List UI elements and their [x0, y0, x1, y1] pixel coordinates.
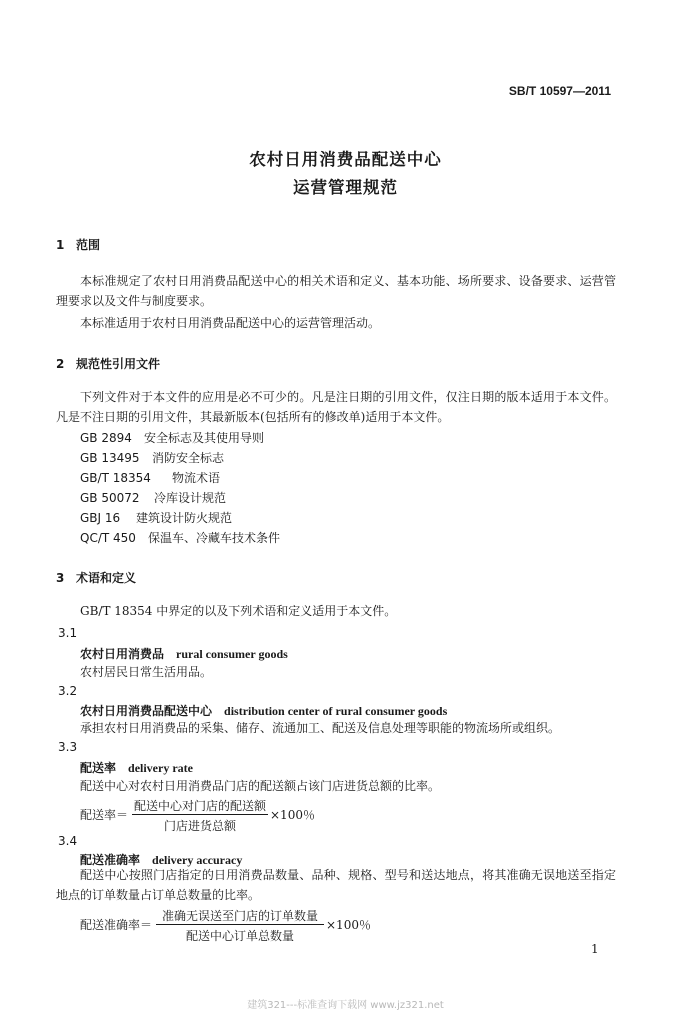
- standard-code: SB/T 10597—2011: [508, 84, 611, 98]
- section-1-title: 范围: [76, 238, 101, 252]
- term-3-4-en: delivery accuracy: [152, 853, 243, 867]
- fraction-bar: [156, 924, 324, 925]
- clause-3-2-number: 3.2: [58, 684, 78, 698]
- formula-lhs: 配送率＝: [80, 808, 129, 822]
- page-number: 1: [591, 942, 599, 956]
- term-3-3-definition: 配送中心对农村日用消费品门店的配送额占该门店进货总额的比率。: [80, 779, 441, 793]
- clause-3-3-number: 3.3: [58, 740, 78, 754]
- reference-code: GB 13495: [80, 451, 140, 465]
- section-1-paragraph-1: 本标准规定了农村日用消费品配送中心的相关术语和定义、基本功能、场所要求、设备要求、运营管理要求以及文件与制度要求。: [56, 274, 616, 308]
- section-2-paragraph-1: 下列文件对于本文件的应用是必不可少的。凡是注日期的引用文件，仅注日期的版本适用于本文件。凡是不注日期的引用文件，其最新版本(包括所有的修改单)适用于本文件。: [56, 390, 616, 424]
- reference-item: [80, 428, 264, 448]
- term-3-1-zh: 农村日用消费品: [80, 647, 165, 661]
- clause-3-4-number: 3.4: [58, 834, 78, 848]
- formula-numerator: 准确无误送至门店的订单数量: [161, 909, 318, 923]
- term-3-2-zh: 农村日用消费品配送中心: [80, 704, 213, 718]
- formula-delivery-accuracy: [80, 907, 380, 941]
- reference-code: GBJ 16: [80, 511, 121, 525]
- document-title-line2: 运营管理规范: [293, 178, 398, 197]
- section-3-number: 3: [56, 571, 65, 585]
- reference-item: [80, 488, 226, 508]
- term-3-4-zh: 配送准确率: [80, 853, 141, 867]
- reference-item: [80, 528, 280, 548]
- formula-numerator: 配送中心对门店的配送额: [133, 799, 266, 813]
- term-3-3: [80, 759, 193, 776]
- reference-title: 建筑设计防火规范: [136, 511, 233, 525]
- section-2-title: 规范性引用文件: [76, 357, 161, 371]
- section-3-intro: GB/T 18354 中界定的以及下列术语和定义适用于本文件。: [80, 604, 397, 618]
- term-3-4-definition: 配送中心按照门店指定的日用消费品数量、品种、规格、型号和送达地点，将其准确无误地送至指定地点的订单数量占订单总数量的比率。: [56, 868, 616, 902]
- reference-item: [80, 508, 232, 528]
- section-3-heading: [56, 569, 136, 586]
- term-3-2-definition: 承担农村日用消费品的采集、储存、流通加工、配送及信息处理等职能的物流场所或组织。: [80, 721, 561, 735]
- reference-title: 安全标志及其使用导则: [144, 431, 265, 445]
- section-1-heading: [56, 236, 100, 253]
- formula-denominator: 门店进货总额: [163, 819, 236, 833]
- term-3-3-zh: 配送率: [80, 761, 117, 775]
- formula-multiplier: ×100％: [326, 918, 371, 932]
- reference-code: GB 50072: [80, 491, 140, 505]
- term-3-1-en: rural consumer goods: [176, 647, 288, 661]
- term-3-3-en: delivery rate: [128, 761, 193, 775]
- formula-lhs: 配送准确率＝: [80, 918, 153, 932]
- section-3-title: 术语和定义: [76, 571, 137, 585]
- reference-code: GB/T 18354: [80, 471, 151, 485]
- formula-delivery-rate: [80, 797, 340, 831]
- term-3-2-en: distribution center of rural consumer goods: [224, 704, 448, 718]
- formula-multiplier: ×100％: [270, 808, 315, 822]
- term-3-2: [80, 702, 447, 719]
- clause-3-1-number: 3.1: [58, 626, 78, 640]
- formula-denominator: 配送中心订单总数量: [185, 929, 294, 943]
- section-2-heading: [56, 355, 160, 372]
- section-1-paragraph-2: 本标准适用于农村日用消费品配送中心的运营管理活动。: [80, 316, 381, 330]
- reference-title: 保温车、冷藏车技术条件: [148, 531, 281, 545]
- reference-code: QC/T 450: [80, 531, 136, 545]
- reference-title: 物流术语: [172, 471, 221, 485]
- reference-title: 消防安全标志: [152, 451, 225, 465]
- reference-item: [80, 468, 220, 488]
- reference-item: [80, 448, 224, 468]
- section-2-number: 2: [56, 357, 65, 371]
- fraction-bar: [132, 814, 268, 815]
- watermark: 建筑321---标准查询下载网 www.jz321.net: [247, 1000, 444, 1011]
- section-1-number: 1: [56, 238, 65, 252]
- document-title-line1: 农村日用消费品配送中心: [249, 150, 442, 169]
- term-3-1: [80, 645, 288, 662]
- term-3-1-definition: 农村居民日常生活用品。: [80, 665, 213, 679]
- reference-code: GB 2894: [80, 431, 132, 445]
- reference-title: 冷库设计规范: [154, 491, 227, 505]
